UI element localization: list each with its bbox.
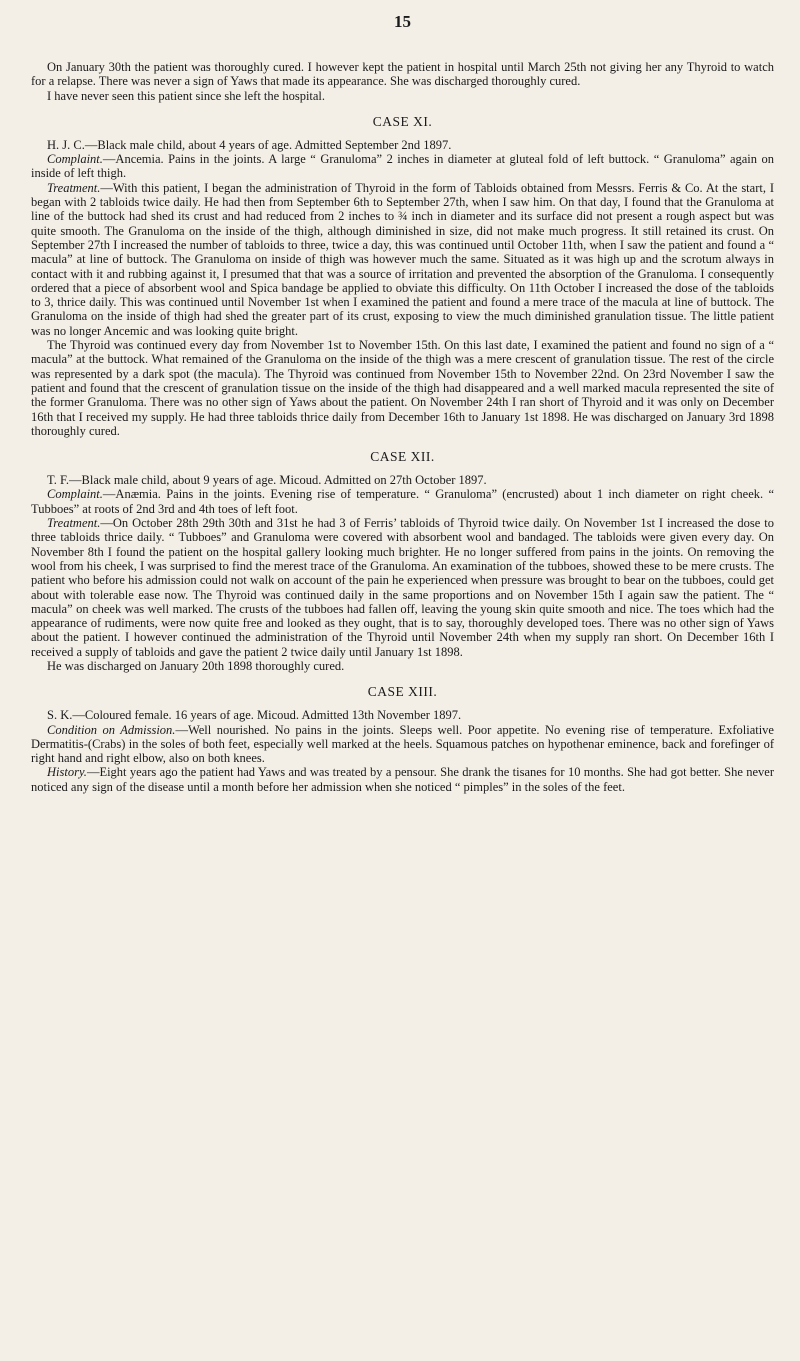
case-treatment — [31, 516, 774, 659]
complaint-label: Complaint. — [47, 152, 103, 167]
case-patient-line: T. F.—Black male child, about 9 years of age. Micoud. Admitted on 27th October 1897. — [47, 473, 487, 488]
case-complaint — [31, 152, 774, 181]
complaint-text: —Ancemia. Pains in the joints. A large “ Granuloma” 2 inches in diameter at gluteal fold of left buttock. “ Granuloma” again on inside of left thigh. — [31, 152, 774, 181]
treatment-text: —With this patient, I began the administration of Thyroid in the form of Tabloids obtained from Messrs. Ferris & Co. At the start, I began with 2 tabloids twice daily. He had then from September 6th to September 27th, when I saw him. On that day, I found that the Granuloma at line of the buttock had shed its crust and had reduced from 2 inches to ¾ inch in diameter and its surface did not present a rough aspect but was quite smooth. The Granuloma on the inside of the thigh, although diminished in size, did not make much progress. It still retained its crust. On September 27th I increased the number of tabloids to three, twice a day, this was continued until October 11th, when I saw the patient and found a “ macula” at line of buttock. The Granuloma on inside of thigh was however much the same. Situated as it was high up and the scrotum always in contact with it and rubbing against it, I presumed that that was a source of irritation and prevented the absorption of the Granuloma. I consequently ordered that a piece of absorbent wool and Spica bandage be applied to obviate this difficulty. On 11th October I increased the dose of the tabloids to 3, thrice daily. This was continued until November 1st when I examined the patient and found a mere trace of the macula at line of buttock. The Granuloma on the inside of thigh had shed the greater part of its crust, exposing to view the much diminished granulation tissue. The little patient was no longer Ancemic and was looking quite bright. — [31, 180, 774, 338]
intro-paragraph: On January 30th the patient was thoroughly cured. I however kept the patient in hospital until March 25th not giving her any Thyroid to watch for a relapse. There was never a sign of Yaws that made its appearance. She was discharged thoroughly cured. — [31, 60, 774, 89]
treatment-label: Treatment. — [47, 180, 101, 195]
case-patient-line: S. K.—Coloured female. 16 years of age. Micoud. Admitted 13th November 1897. — [47, 708, 462, 723]
case-heading: CASE XI. — [372, 113, 433, 129]
treatment-text: —On October 28th 29th 30th and 31st he had 3 of Ferris’ tabloids of Thyroid twice daily. On November 1st I increased the dose to three tabloids thrice daily. “ Tubboes” and Granuloma were covered with absorbent wool and bandaged. The tabloids were given every day. On November 8th I found the patient on the hospital gallery looking much brighter. He no longer suffered from pains in the joints. On removing the wool from his cheek, I was surprised to find the merest trace of the Granuloma. An examination of the tubboes, showed these to be mere crusts. The patient who before his admission could not walk on account of the pain he experienced when pressure was brought to bear on the tubboes, could get about with tolerable ease now. The Thyroid was continued daily in the same proportions and on November 15th I again saw the patient. The “ macula” on cheek was well marked. The crusts of the tubboes had fallen off, leaving the young skin quite smooth and nice. The toes which had the appearance of rudiments, were now quite free and looked as they ought, that is to say, thoroughly developed toes. There was no other sign of Yaws about the patient. I however continued the administration of the Thyroid until November 24th when my supply ran short. On December 16th I received a supply of tabloids and gave the patient 2 twice daily until January 1st 1898. — [31, 516, 774, 659]
case-continuation: He was discharged on January 20th 1898 thoroughly cured. — [47, 658, 345, 673]
case-heading: CASE XIII. — [367, 684, 438, 700]
condition-label: Condition on Admission. — [47, 722, 176, 737]
condition-text: —Well nourished. No pains in the joints. Sleeps well. Poor appetite. No evening rise of temperature. Exfoliative Dermatitis-(Crabs) in the soles of both feet, especially well marked at the heels. Squamous patches on hypothenar eminence, back and forefinger of right hand and right elbow, also on both knees. — [31, 722, 774, 766]
history-text: —Eight years ago the patient had Yaws and was treated by a pensour. She drank the tisanes for 10 months. She had got better. She never noticed any sign of the disease until a month before her admission when she noticed “ pimples” in the soles of the feet. — [31, 765, 774, 794]
complaint-label: Complaint. — [47, 487, 103, 502]
case-continuation: The Thyroid was continued every day from November 1st to November 15th. On this last date, I examined the patient and found no sign of a “ macula” at the buttock. What remained of the Granuloma on the inside of the thigh was a mere crescent of granulation tissue. The rest of the circle was represented by a dark spot (the macula). The Thyroid was continued from November 15th to November 22nd. On 23rd November I saw the patient and found that the crescent of granulation tissue on the inside of the thigh had disappeared and a well marked macula represented the site of the former Granuloma. There was no other sign of Yaws about the patient. On November 24th I ran short of Thyroid and it was only on December 16th that I received my supply. He had three tabloids thrice daily from December 16th to January 1st 1898. He was discharged on January 3rd 1898 thoroughly cured. — [31, 338, 774, 438]
treatment-label: Treatment. — [47, 516, 101, 531]
case-heading: CASE XII. — [370, 449, 435, 465]
page-number: 15 — [394, 12, 411, 31]
case-complaint — [31, 487, 774, 516]
case-history — [31, 765, 774, 794]
case-patient-line: H. J. C.—Black male child, about 4 years of age. Admitted September 2nd 1897. — [47, 137, 452, 152]
history-label: History. — [47, 765, 87, 780]
case-treatment — [31, 181, 774, 338]
intro-paragraph: I have never seen this patient since she left the hospital. — [47, 88, 326, 103]
case-condition — [31, 723, 774, 766]
complaint-text: —Anæmia. Pains in the joints. Evening rise of temperature. “ Granuloma” (encrusted) about 1 inch diameter on right cheek. “ Tubboes” at roots of 2nd 3rd and 4th toes of left foot. — [31, 487, 774, 516]
